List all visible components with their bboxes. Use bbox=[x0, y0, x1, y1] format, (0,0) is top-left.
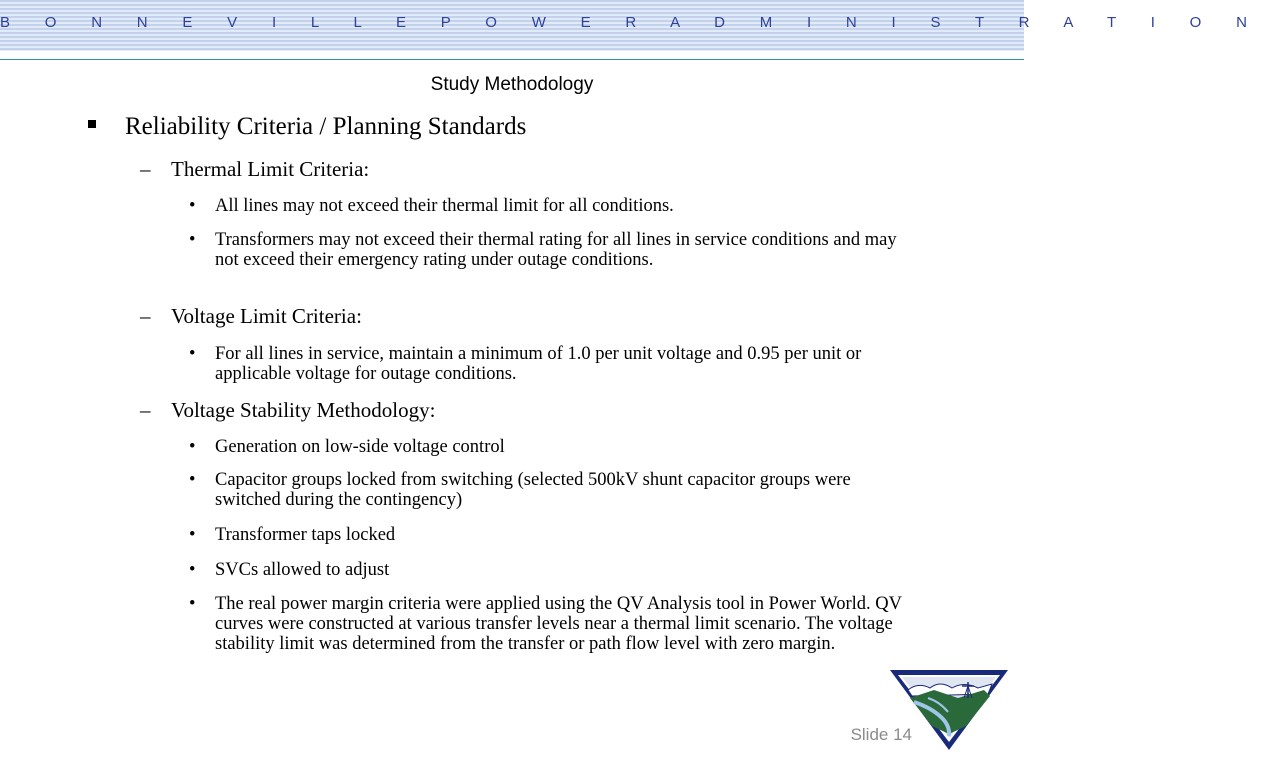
dash-marker: – bbox=[140, 304, 151, 328]
slide-content: Reliability Criteria / Planning Standards – Thermal Limit Criteria: • All lines may not exceed their thermal limit for all conditions. • Transformers may not exceed their thermal rating for all lines in service conditions and may not exceed their emergency rating under outage conditions. – Voltage Limit Criteria: • For all lines in service, maintain a minimum of 1.0 per unit voltage and 0.95 per unit or applicable voltage for outage conditions. – Voltage Stability Methodology: • Generation on low-side voltage control • Capacitor groups locked from switching (selected 500kV shunt capacitor groups were switched during the contingency) • Transformer taps locked • SVCs allowed to adjust • The real power margin criteria were applied using the QV Analysis tool in Power World. QV curves were constructed at various transfer levels near a thermal limit scenario. The voltage stability limit was determined from the transfer or path flow level with zero margin. bbox=[0, 0, 1024, 768]
main-bullet-text: Reliability Criteria / Planning Standards bbox=[125, 113, 527, 140]
bullet-dot: • bbox=[189, 525, 196, 545]
slide-number: Slide 14 bbox=[850, 725, 912, 744]
org-name: B O N N E V I L L E P O W E R A D M I N I S T R A T I O N bbox=[0, 14, 1262, 31]
dash-marker: – bbox=[140, 157, 151, 181]
bullet-dot: • bbox=[189, 344, 196, 364]
bullet-dot: • bbox=[189, 560, 196, 580]
dash-marker: – bbox=[140, 398, 151, 422]
bullet-dot: • bbox=[189, 230, 196, 250]
slide-title: Study Methodology bbox=[430, 74, 594, 95]
bullet-dot: • bbox=[189, 594, 196, 614]
bullet-dot: • bbox=[189, 470, 196, 490]
bullet-dot: • bbox=[189, 437, 196, 457]
bullet-dot: • bbox=[189, 196, 196, 216]
square-bullet-icon bbox=[88, 120, 96, 128]
bpa-triangle-logo-icon bbox=[888, 668, 1010, 752]
